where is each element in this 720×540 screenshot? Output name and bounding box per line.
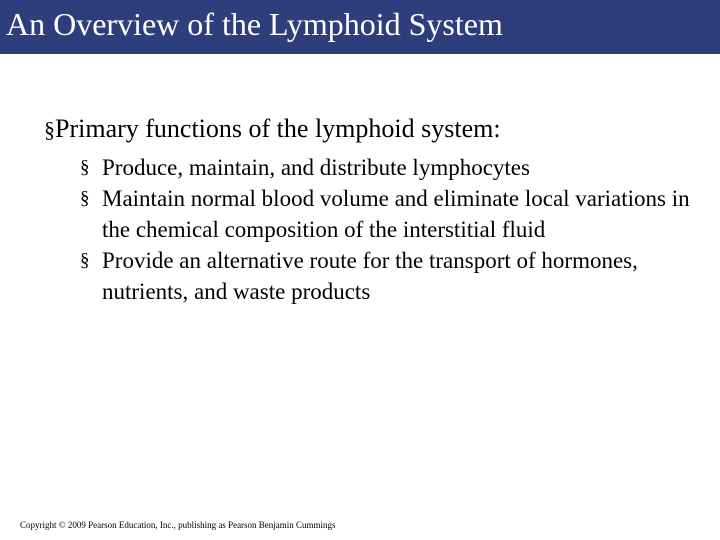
section-bullet-icon: §: [80, 157, 90, 178]
main-heading: [44, 112, 501, 147]
list-item-text: Produce, maintain, and distribute lymphocytes: [102, 155, 530, 180]
list-item: [80, 152, 700, 183]
slide-title: An Overview of the Lymphoid System: [6, 6, 503, 42]
list-item: [80, 245, 700, 307]
list-item-text: Provide an alternative route for the transport of hormones, nutrients, and waste products: [102, 248, 638, 304]
copyright-footer: Copyright © 2009 Pearson Education, Inc., publishing as Pearson Benjamin Cummings: [20, 520, 336, 530]
heading-text: Primary functions of the lymphoid system:: [55, 114, 501, 143]
list-item: [80, 183, 700, 245]
list-item-text: Maintain normal blood volume and eliminate local variations in the chemical composition of the interstitial fluid: [102, 186, 690, 242]
section-bullet-icon: §: [44, 117, 55, 142]
section-bullet-icon: §: [80, 250, 90, 271]
function-list: [80, 152, 700, 307]
section-bullet-icon: §: [80, 188, 90, 209]
